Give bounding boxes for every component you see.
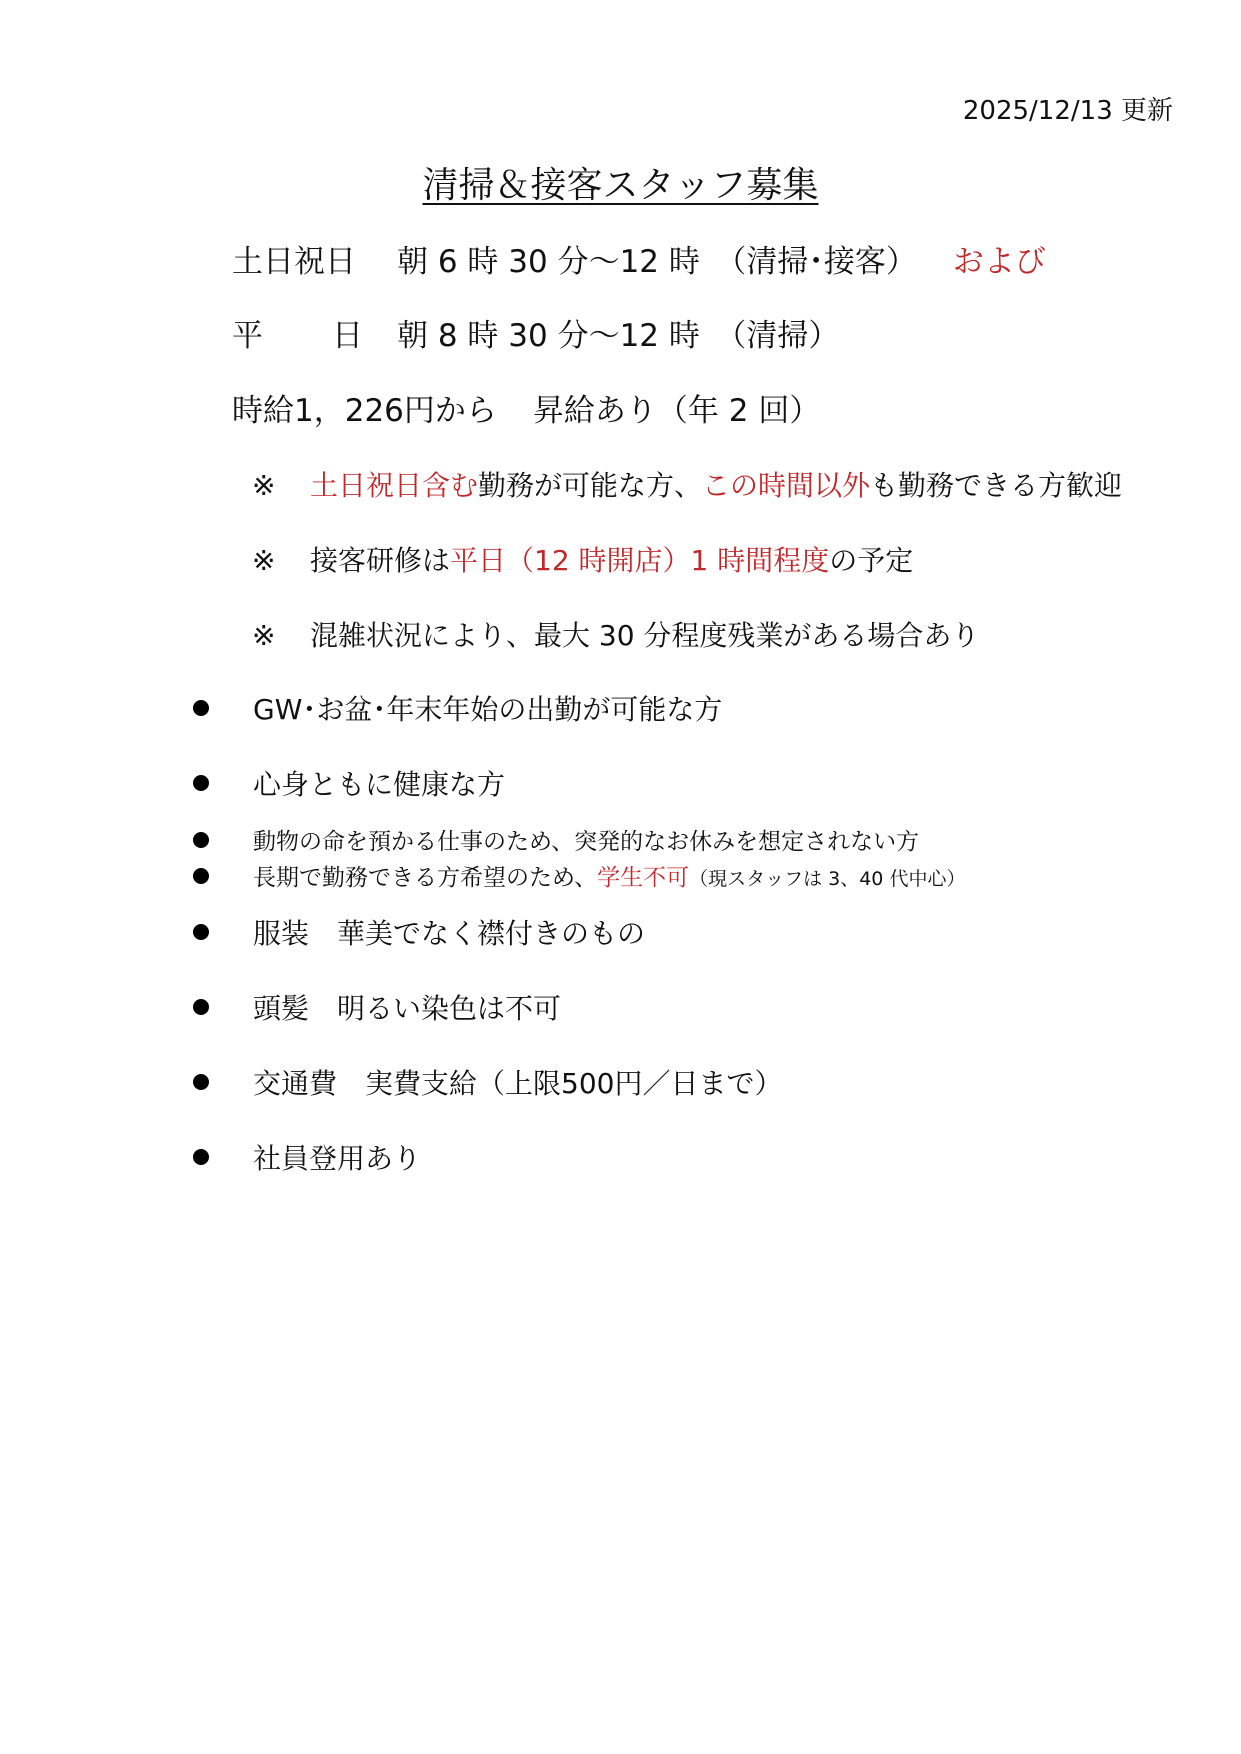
raise-info: 昇給あり（年 2 回） — [532, 393, 821, 429]
note-mark: ※ — [252, 544, 276, 577]
bullet-icon — [193, 1074, 209, 1090]
bullet-icon — [193, 775, 209, 791]
list-item — [193, 992, 562, 1025]
hourly-wage: 時給1，226円から — [232, 393, 497, 429]
weekend-and-label: および — [952, 244, 1046, 280]
note-1 — [252, 469, 1123, 502]
note-1-red-2: この時間以外 — [702, 469, 871, 502]
bullet-icon — [193, 999, 209, 1015]
list-item-text: 長期で勤務できる方希望のため、 — [253, 865, 598, 891]
page-title — [0, 165, 1241, 206]
schedule-weekday — [232, 318, 840, 354]
list-item — [193, 917, 646, 950]
list-item-text: 動物の命を預かる仕事のため、突発的なお休みを想定されない方 — [253, 829, 920, 855]
weekday-day-label — [232, 318, 397, 354]
weekday-day-char-2: 日 — [332, 318, 363, 354]
bullet-icon — [193, 1149, 209, 1165]
weekday-time: 朝 8 時 30 分～12 時 （清掃） — [397, 318, 840, 354]
bullet-icon — [193, 832, 209, 848]
list-item-text: 心身ともに健康な方 — [253, 768, 506, 801]
note-2-red: 平日（12 時開店）1 時間程度 — [450, 544, 830, 577]
list-item-text: 社員登用あり — [253, 1142, 422, 1175]
list-item — [193, 831, 919, 854]
list-item — [193, 867, 965, 890]
wage-line — [232, 393, 821, 429]
note-2-text-1: 接客研修は — [310, 544, 451, 577]
schedule-weekend — [232, 244, 1046, 280]
bullet-icon — [193, 868, 209, 884]
note-2-text-2: の予定 — [829, 544, 914, 577]
list-item-note: （現スタッフは 3、40 代中心） — [689, 868, 966, 890]
bullet-icon — [193, 924, 209, 940]
bullet-icon — [193, 700, 209, 716]
list-item-text: 頭髪 明るい染色は不可 — [253, 992, 562, 1025]
updated-date: 2025/12/13 更新 — [962, 96, 1173, 126]
weekend-day-label: 土日祝日 — [232, 244, 356, 280]
page-title-text: 清掃＆接客スタッフ募集 — [422, 165, 819, 206]
list-item-text: 服装 華美でなく襟付きのもの — [253, 917, 646, 950]
list-item — [193, 768, 506, 801]
list-item — [193, 1067, 783, 1100]
note-1-text-2: も勤務できる方歓迎 — [870, 469, 1123, 502]
list-item-text: 交通費 実費支給（上限500円／日まで） — [253, 1067, 783, 1100]
note-3-text: 混雑状況により、最大 30 分程度残業がある場合あり — [310, 619, 980, 652]
note-1-text-1: 勤務が可能な方、 — [478, 469, 703, 502]
list-item — [193, 693, 723, 726]
note-mark: ※ — [252, 619, 276, 652]
note-mark: ※ — [252, 469, 276, 502]
note-2 — [252, 544, 914, 577]
note-3 — [252, 619, 980, 652]
note-1-red-1: 土日祝日含む — [310, 469, 479, 502]
list-item-red: 学生不可 — [597, 865, 690, 891]
weekday-day-char-1: 平 — [232, 318, 263, 354]
list-item-text: GW･お盆･年末年始の出勤が可能な方 — [253, 693, 723, 726]
list-item — [193, 1142, 422, 1175]
weekend-time: 朝 6 時 30 分～12 時 （清掃･接客） — [397, 244, 917, 280]
